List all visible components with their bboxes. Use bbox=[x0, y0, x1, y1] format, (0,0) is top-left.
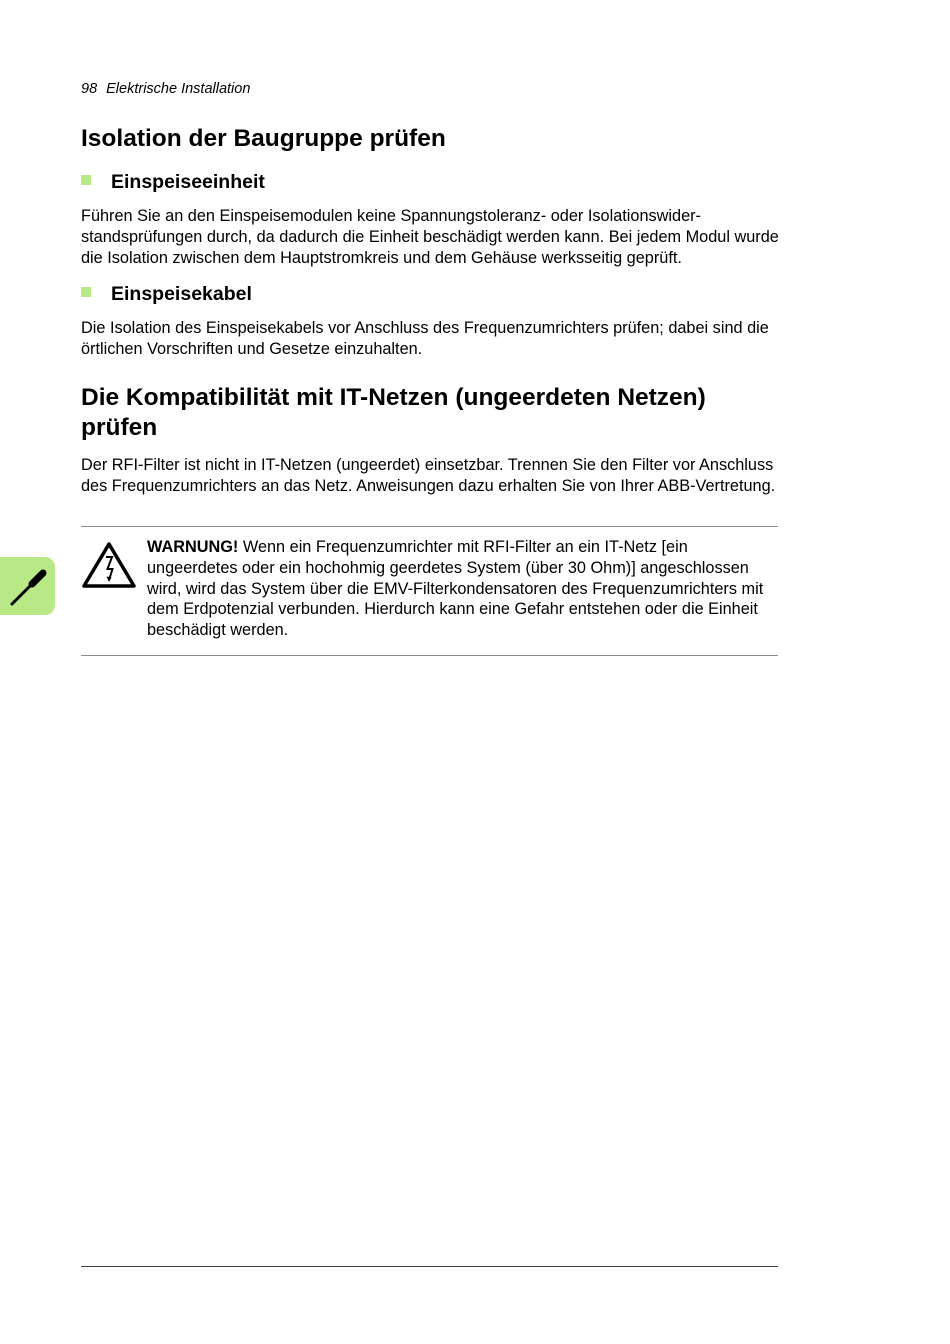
subsection-heading-einspeiseeinheit bbox=[81, 170, 265, 194]
paragraph-einspeiseeinheit: Führen Sie an den Einspeisemodulen keine Spannungstoleranz- oder Isolationswider-standsprüfungen durch, da dadurch die Einheit beschädigt werden kann. Bei jedem Modul wurde die Isolation zwischen dem Hauptstromkreis und dem Gehäuse werksseitig geprüft. bbox=[81, 207, 779, 267]
heading-bullet bbox=[81, 287, 91, 297]
section-title-it-netze: Die Kompatibilität mit IT-Netzen (ungeerdeten Netzen) prüfen bbox=[81, 384, 706, 441]
section-title-isolation: Isolation der Baugruppe prüfen bbox=[81, 125, 446, 152]
page-number: 98 bbox=[81, 81, 98, 97]
warning-bottom-rule bbox=[81, 655, 778, 656]
paragraph-it-netze: Der RFI-Filter ist nicht in IT-Netzen (ungeerdet) einsetzbar. Trennen Sie den Filter vor Anschluss des Frequenzumrichters an das Netz. Anweisungen dazu erhalten Sie von Ihrer ABB-Vertretung. bbox=[81, 456, 776, 495]
subsection-title: Einspeisekabel bbox=[111, 283, 252, 305]
heading-bullet bbox=[81, 175, 91, 185]
screwdriver-icon bbox=[6, 563, 50, 609]
side-tab bbox=[0, 557, 55, 615]
page-bottom-rule bbox=[81, 1266, 778, 1267]
warning-top-rule bbox=[81, 526, 778, 527]
paragraph-einspeisekabel: Die Isolation des Einspeisekabels vor Anschluss des Frequenzumrichters prüfen; dabei sind die örtlichen Vorschriften und Gesetze einzuhalten. bbox=[81, 319, 769, 358]
subsection-heading-einspeisekabel bbox=[81, 282, 252, 306]
warning-body: Wenn ein Frequenzumrichter mit RFI-Filter an ein IT-Netz [ein ungeerdetes oder ein hochohmig geerdetes System (über 30 Ohm)] angeschlossen wird, wird das System über die EMV-Filterkondensatoren des Frequenzumrichters mit dem Erdpotenzial verbunden. Hierdurch kann eine Gefahr entstehen oder die Einheit beschädigt werden. bbox=[147, 538, 764, 640]
page-header bbox=[81, 81, 250, 97]
warning-label: WARNUNG! bbox=[147, 538, 239, 556]
subsection-title: Einspeiseeinheit bbox=[111, 171, 265, 193]
electrical-hazard-icon bbox=[81, 540, 137, 590]
header-section-title: Elektrische Installation bbox=[106, 81, 251, 97]
warning-text bbox=[147, 537, 767, 641]
